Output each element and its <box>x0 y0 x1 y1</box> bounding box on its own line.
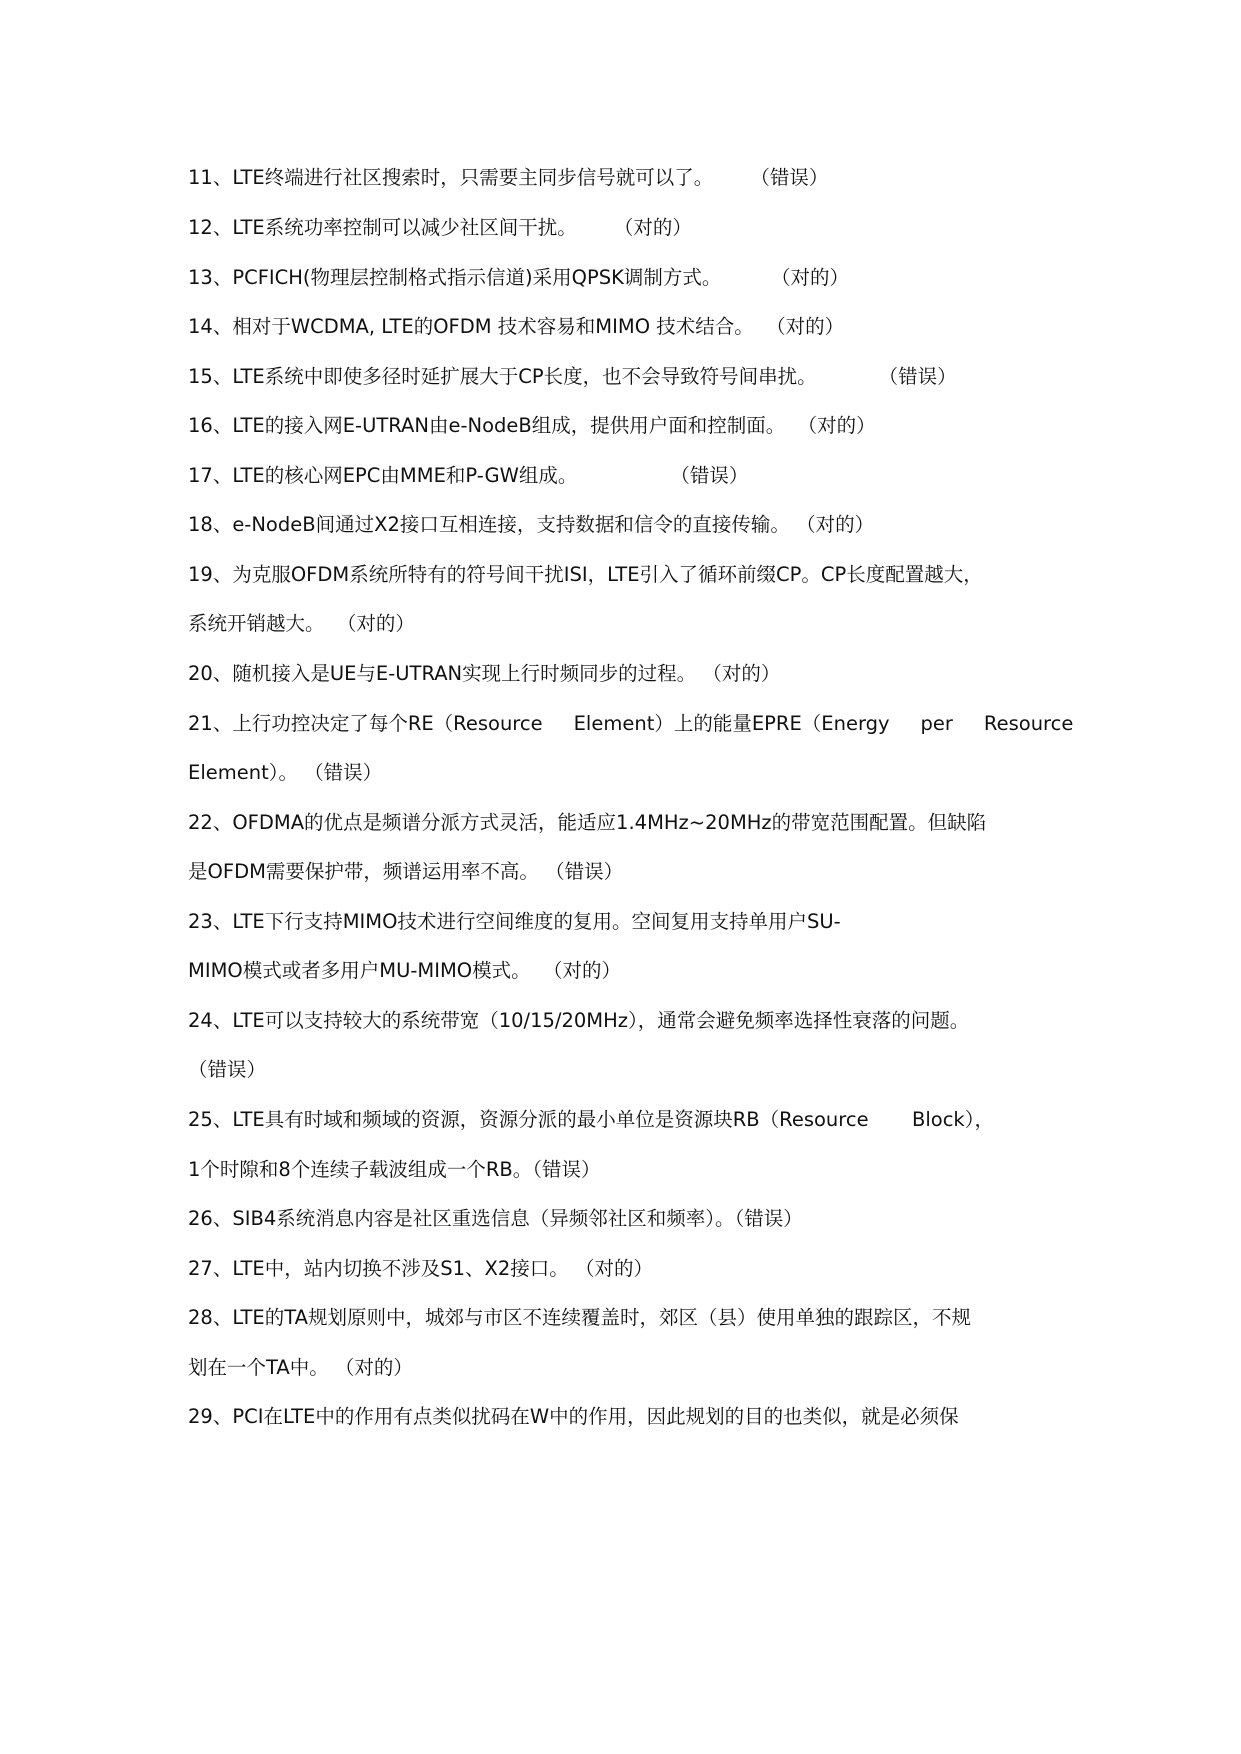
text-line: 21、上行功控决定了每个RE（Resource Element）上的能量EPRE（Energy per Resource <box>188 712 1074 735</box>
text-line: 19、为克服OFDM系统所特有的符号间干扰ISI，LTE引入了循环前缀CP。CP长度配置越大， <box>188 563 983 586</box>
text-line: 1个时隙和8个连续子载波组成一个RB。（错误） <box>188 1158 601 1181</box>
text-line: 是OFDM需要保护带，频谱运用率不高。 （错误） <box>188 860 624 883</box>
text-line: 系统开销越大。 （对的） <box>188 612 415 635</box>
text-line: 28、LTE的TA规划原则中，城郊与市区不连续覆盖时，郊区（县）使用单独的跟踪区，不规 <box>188 1306 971 1329</box>
text-line: 25、LTE具有时域和频域的资源，资源分派的最小单位是资源块RB（Resource Block）， <box>188 1108 994 1131</box>
text-line: 划在一个TA中。 （对的） <box>188 1356 413 1379</box>
text-line: 15、LTE系统中即使多径时延扩展大于CP长度，也不会导致符号间串扰。 （错误） <box>188 365 957 388</box>
text-line: 22、OFDMA的优点是频谱分派方式灵活，能适应1.4MHz~20MHz的带宽范围配置。但缺陷 <box>188 811 987 834</box>
text-line: 23、LTE下行支持MIMO技术进行空间维度的复用。空间复用支持单用户SU- <box>188 910 841 933</box>
text-line: 17、LTE的核心网EPC由MME和P-GW组成。 （错误） <box>188 464 749 487</box>
text-line: 29、PCI在LTE中的作用有点类似扰码在W中的作用，因此规划的目的也类似，就是必须保 <box>188 1405 959 1428</box>
text-line: 27、LTE中，站内切换不涉及S1、X2接口。 （对的） <box>188 1257 653 1280</box>
text-line: 18、e-NodeB间通过X2接口互相连接，支持数据和信令的直接传输。 （对的） <box>188 513 875 536</box>
text-line: 14、相对于WCDMA, LTE的OFDM 技术容易和MIMO 技术结合。 （对的） <box>188 315 845 338</box>
text-line: 26、SIB4系统消息内容是社区重选信息（异频邻社区和频率）。（错误） <box>188 1207 803 1230</box>
text-line: 11、LTE终端进行社区搜索时，只需要主同步信号就可以了。 （错误） <box>188 166 829 189</box>
text-line: 20、随机接入是UE与E-UTRAN实现上行时频同步的过程。 （对的） <box>188 662 781 685</box>
text-line: 16、LTE的接入网E-UTRAN由e-NodeB组成，提供用户面和控制面。 （对的） <box>188 414 876 437</box>
text-line: 12、LTE系统功率控制可以减少社区间干扰。 （对的） <box>188 216 692 239</box>
text-line: 24、LTE可以支持较大的系统带宽（10/15/20MHz），通常会避免频率选择性衰落的问题。 <box>188 1009 970 1032</box>
text-line: 13、PCFICH(物理层控制格式指示信道)采用QPSK调制方式。 （对的） <box>188 266 850 289</box>
text-line: MIMO模式或者多用户MU-MIMO模式。 （对的） <box>188 959 622 982</box>
text-line: （错误） <box>188 1058 267 1081</box>
text-line: Element）。 （错误） <box>188 761 383 784</box>
